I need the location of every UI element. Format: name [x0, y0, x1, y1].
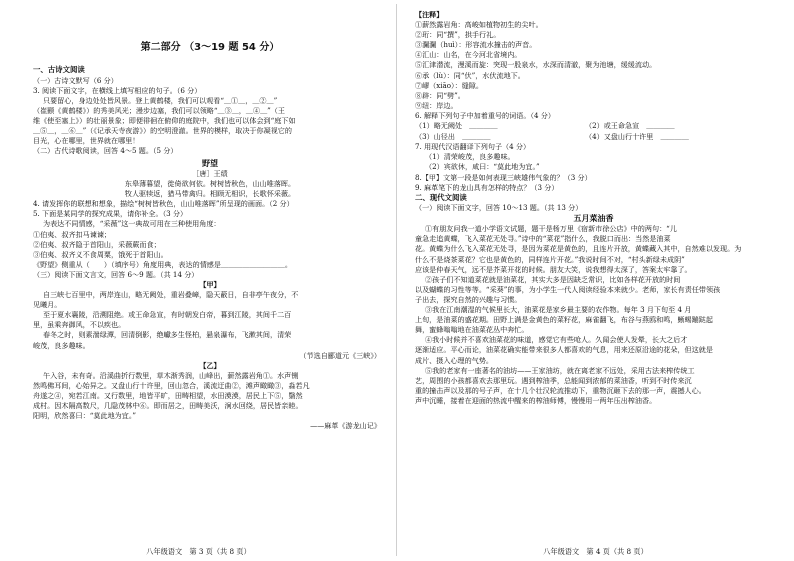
passage-line: 峻茂，良多趣味。 [33, 340, 90, 350]
question-7: 7. 用现代汉语翻译下列句子（4 分） [415, 142, 531, 152]
question-6-item: （2）或王命急宣 ＿＿＿＿ [585, 121, 675, 131]
article-line: 成片、摄入心理的气势。 [415, 355, 494, 365]
right-page [397, 0, 794, 561]
question-6-row [415, 121, 772, 132]
question-9: 9. 麻革笔下的龙山具有怎样的特点？（3 分） [415, 182, 559, 192]
passage-line: 自三峡七百里中，两岸连山，略无阙处，重岩叠嶂，隐天蔽日，自非亭午夜分，不 [43, 290, 299, 300]
question-8: 8.【甲】文第一段是如何表现三峡雄伟气象的？（3 分） [415, 172, 592, 182]
passage-line: 见曦月。 [33, 300, 62, 310]
note-item: ②珩：同“撰”，拱手行礼。 [415, 30, 501, 40]
page-footer: 八年级语文 第 4 页（共 8 页） [543, 547, 648, 556]
article-line: 子出去，探究自然的兴趣与习惯。 [415, 294, 522, 304]
passage-line: 午入谷，未有奇。沿溪曲折行数里，草木渐秀润，山峰出，薪然露岩角①。水声铏 [43, 370, 299, 380]
note-item: ④汇山：山名，在今河北省境内。 [415, 50, 522, 60]
section-modern-subtitle: （一）阅读下面文字，回答 10～13 题。（共 13 分） [415, 203, 583, 213]
text-line: 4. 请发挥你的联想和想象，描绘“树树皆秋色，山山唯落晖”所呈现的画面。（2 分） [33, 199, 294, 209]
poem-line: 牧人驱犊返，猎马带禽归。相顾无相识，长歌怀采薇。 [124, 189, 296, 199]
article-line: 上旬，是油菜的盛花期。田野上满是金黄色的菜籽花，麻雀翻飞，布谷与燕鸥和鸣，蜥蜴蹦跶起 [415, 315, 713, 325]
article-line: 应该是仲春天气，远不是芥菜开花的时候。朋友大笑，说我想得太深了，答案太牢靠了。 [415, 264, 692, 274]
text-line: 为表达不同情感，“采薇”这一典故可用在三种使用角度： [43, 219, 221, 229]
text-line: 目光，心在哪里，世界就在哪里！ [33, 136, 140, 146]
article-line: ⑤我的老家有一座著名的油坊——王家油坊，就在离老家不远处，采用古法来榨传统工 [425, 365, 695, 375]
article-line: ④我小时候并不喜欢油菜花的味道，感觉它有些呛人。久闻会使人发晕，长大之后才 [425, 335, 688, 345]
note-item: ③瀾瀾（huì）：形容流水撞击的声音。 [415, 40, 537, 50]
question-7-item: （2）宾欲休，咸曰：“莫此地为宜。” [425, 162, 540, 172]
note-item: ⑨纽：岸边。 [415, 100, 458, 110]
section-questions-4-5 [33, 199, 387, 280]
text-line: 维《使至塞上》）的壮丽景象；即便徘徊在俯仰的庭院中，我们也可以体会到“庭下如 [33, 115, 296, 125]
article-line: 花。黄蝶为什么飞入菜花无处寻，是因为菜花是黄色的，且连片开放，黄蝶藏入其中，自然难以发现。为 [415, 244, 742, 254]
passage-yi [33, 371, 387, 421]
passage-line: 至于夏水襄陵，沿溯阻绝。或王命急宣，有时朝发白帝，暮到江陵，其间千二百 [43, 310, 292, 320]
question-7-item: （1）清荣峻茂，良多趣味。 [425, 152, 515, 162]
section-classical-poetry [33, 65, 387, 156]
text-line: 5. 下面是某同学的探究成果，请你补全。（3 分） [33, 209, 188, 219]
passage-line: 阳明，欣然喜曰：“莫此地为宜。” [33, 411, 137, 421]
article-line: 童急走追黄蝶，飞入菜花无处寻。”诗中的“菜花”指什么，我脱口而出：当然是油菜 [415, 234, 671, 244]
article-line: 什么不是烧茶菜花？它也是黄色的，同样连片开花。”我说时间不对，“村头新绿未成阴” [415, 254, 685, 264]
article-title: 五月菜油香 [573, 214, 614, 224]
notes-heading: 【注释】 [415, 10, 444, 19]
question-6-item: （3）山径出 ＿＿＿＿ [415, 131, 491, 141]
text-line: 只要留心，身边处处皆风景。登上黄鹤楼，我们可以观看“＿①＿，＿②＿” [43, 95, 278, 105]
text-line: （二）古代诗歌阅读，回答 4～5 题。（5 分） [33, 146, 178, 156]
article-line: 以及蝴蝶的习性等等。“采葵”的事，为小学生一代人阅读经验本来就少。老师，家长有责任带领孩 [415, 284, 721, 294]
text-line: （三）阅读下面文言文，回答 6～9 题。（共 14 分） [33, 269, 199, 279]
question-6-row [415, 132, 772, 143]
poem-line: 东皋薄暮望，徙倚欲何依。树树皆秋色，山山唯落晖。 [124, 179, 296, 189]
passage-line: 春冬之时，则素湍绿潭，回清倒影，绝巘多生怪柏，悬泉瀑布，飞漱其间，清荣 [43, 330, 292, 340]
note-item: ⑦嵺（xiāo）：缝隙。 [415, 80, 483, 90]
text-line: 3. 阅读下面文字，在横线上填写相应的句子。（6 分） [33, 85, 202, 95]
passage-jia-title: 【甲】 [199, 280, 221, 289]
note-item: ①薪然露岩角：高峻如植物初生的尖叶。 [415, 20, 543, 30]
article-line: 声中沉睡，接着在迎面的热流中醒来的榨油师傅，慢慢用一两年压出榨油香。 [415, 395, 657, 405]
passage-yi-title: 【乙】 [199, 360, 221, 370]
passage-jia [33, 290, 387, 351]
section-modern-reading: 二、现代文阅读 [415, 192, 467, 202]
part-title: 第二部分 （3～19 题 54 分） [140, 42, 280, 53]
article-line: ①有朋友问我一道小学语文试题，题干是杨万里《宿新市徐公店》中的两句：“儿 [425, 224, 677, 234]
article-line: 艺，周围的小孩都喜欢去那里玩。遇到榨油季，总能闻到浓郁的菜油香，听到不时传来沉 [415, 375, 692, 385]
text-line: ①伯夷、叔齐扣马谏谏； [33, 229, 112, 239]
poem-title: 野望 [202, 159, 218, 169]
article-line: 舞，蜜蜂嗡嗡地在油菜花丛中奔忙。 [415, 325, 529, 335]
text-line: 《野望》侧重从（ ）（填序号）角度用典，表达的情感是＿＿＿＿＿＿＿＿＿。 [33, 259, 292, 269]
passage-line: 舟遂之④，宛若江南。又行数里，地皆平旷，田畴相望，水田漠漠，居民上下⑤，翳然 [33, 391, 303, 401]
text-line: （崔颢《黄鹤楼》）的秀美风光；漫步边塞，我们可以领略“＿③＿，＿④＿”（王 [33, 105, 285, 115]
article-line: ③我在江南潮湿的气候里长大，油菜花是家乡最主要的农作物。每年 3 月下旬至 4 月 [425, 305, 692, 315]
note-item: ⑧辟：同“劈”。 [415, 90, 465, 100]
article-line: 重的撞击声以及那的号子声，在十几个壮汉轮流推动下，重物沉砸下去的那一声，震撼人心。 [415, 385, 706, 395]
question-6: 6. 解释下列句子中加着重号的词语。（4 分） [415, 110, 555, 120]
notes-list [415, 20, 772, 111]
passage-yi-source: ——麻革《游龙山记》 [310, 421, 381, 431]
question-6-item: （1）略无阙处 ＿＿＿＿ [415, 121, 498, 131]
article-line: ②孩子们不知道菜花就是油菜花，其实大多是因缺乏常识，比如各样花开放的时间 [425, 274, 681, 284]
article-body [415, 224, 772, 406]
article-line: 逐渐适应。平心而论，油菜花确实能带来很多人都喜欢的气息，用来还原沿途的花朵，但这就是 [415, 345, 713, 355]
text-line: ③伯夷、叔齐义不食周粟，饿死于首阳山。 [33, 249, 168, 259]
poem-author: ［唐］王绩 [192, 169, 228, 179]
question-6-item: （4）又盘山行十许里 ＿＿＿＿ [585, 131, 689, 141]
text-line: ②伯夷、叔齐隐于首阳山，采薇蕨而食； [33, 239, 161, 249]
text-line: 一、古诗文阅读 [33, 65, 85, 74]
page-footer: 八年级语文 第 3 页（共 8 页） [146, 547, 251, 556]
text-line: （一）古诗文默写（6 分） [33, 75, 118, 85]
passage-jia-source: （节选自郦道元《三峡》） [299, 350, 381, 360]
note-item: ⑤汇津潜流，漫溪而旋：突现一股泉水，水深而清澈，聚为池塘，缓缓流动。 [415, 60, 657, 70]
note-item: ⑥承（lù）：同“伏”，水伏流地下。 [415, 70, 525, 80]
text-line: ＿⑤＿，＿⑥＿”（《记承天寺夜游》）的空明澄澈。世界的模样，取决于你凝视它的 [33, 125, 292, 135]
passage-line: 成村。因木隔高数尺，几隐茂林中⑥。即而居之，田畴美沃，涧水回绕，居民皆亲睦。 [33, 401, 303, 411]
passage-line: 里，虽乘奔御风，不以疾也。 [33, 320, 126, 330]
passage-line: 然鸣佛耳间，心始异之。又盘山行十许里，回山忽合，溪流迂曲②，滩声瞰瞰③，淼若凡 [33, 380, 310, 390]
